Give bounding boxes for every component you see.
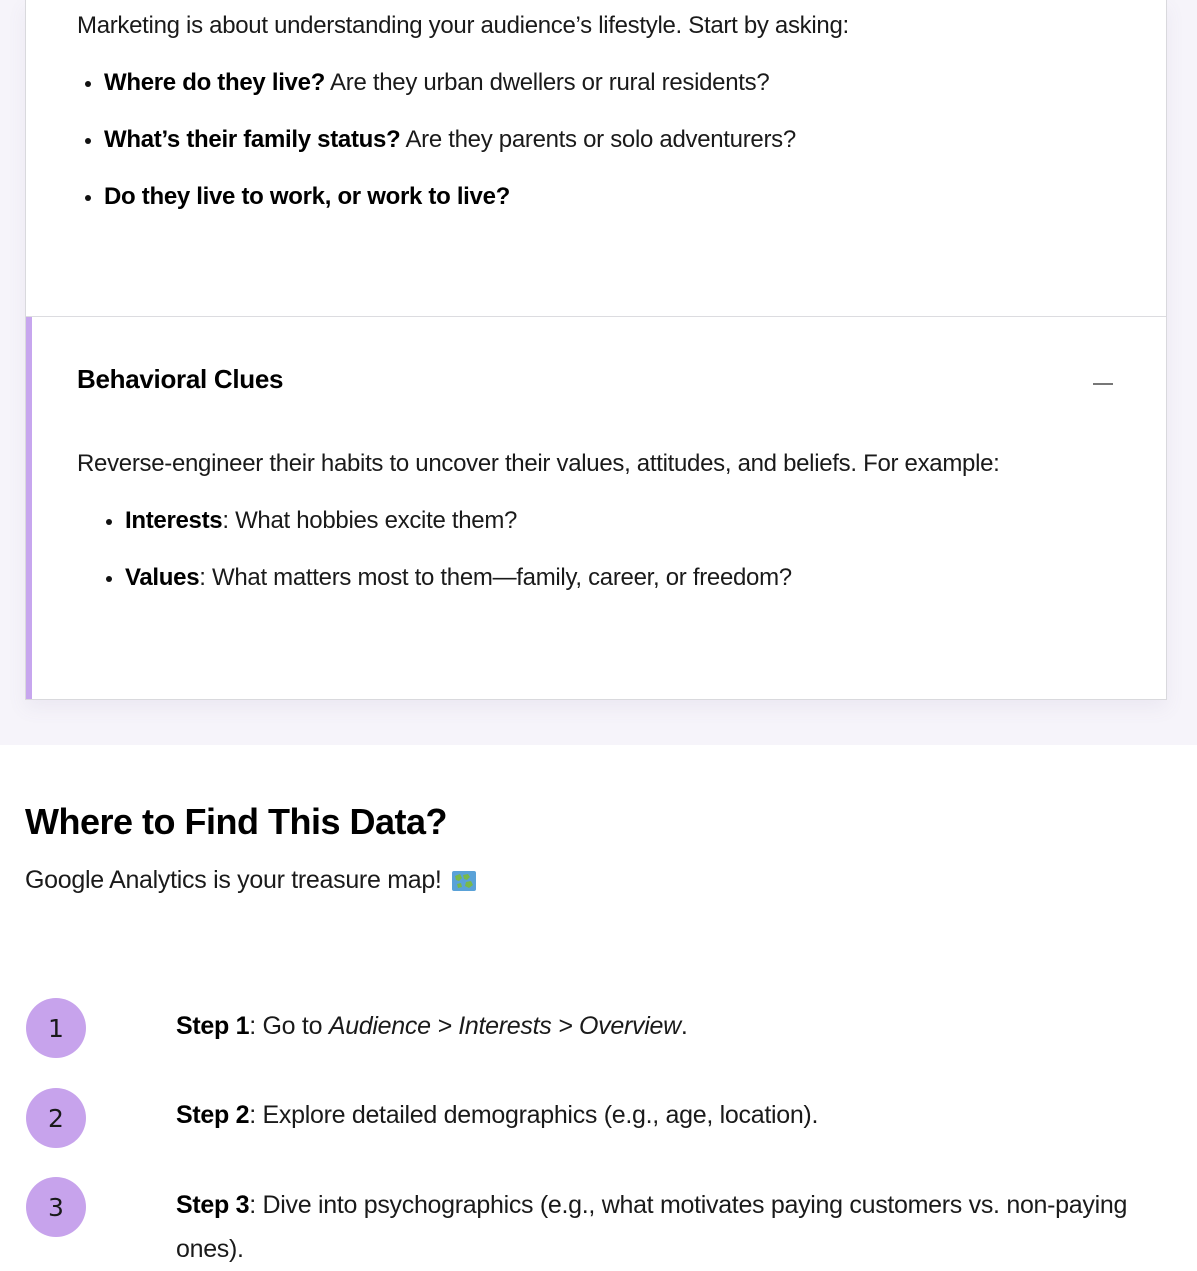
step-label: Step 1 <box>176 1012 250 1040</box>
list-item-text: Are they parents or solo adventurers? <box>400 126 796 153</box>
step-number: 1 <box>26 998 86 1058</box>
list-item <box>104 183 510 211</box>
bullet-dot <box>106 519 112 525</box>
collapse-toggle[interactable] <box>1085 372 1121 396</box>
step-number: 2 <box>26 1088 86 1148</box>
accordion-panel-behavioral <box>26 317 1166 699</box>
step-description: : Dive into psychographics (e.g., what motivates paying customers vs. non-paying ones). <box>176 1191 1128 1263</box>
bullet-dot <box>85 138 91 144</box>
list-item-bold: Values <box>125 564 200 591</box>
accordion-card <box>25 0 1167 700</box>
list-item-text: : What hobbies excite them? <box>222 507 518 534</box>
minus-icon <box>1093 383 1113 385</box>
bullet-dot <box>85 81 91 87</box>
list-item <box>104 126 796 154</box>
step-text <box>176 1093 1166 1137</box>
step-text <box>176 1004 1166 1048</box>
section-subtitle <box>25 866 476 895</box>
list-item <box>104 69 769 97</box>
list-item-bold: Do they live to work, or work to live? <box>104 183 511 210</box>
accordion-panel-lifestyle <box>26 0 1166 317</box>
list-item-text: : What matters most to them—family, career, or freedom? <box>199 564 792 591</box>
bullet-dot <box>85 195 91 201</box>
list-item <box>125 564 792 592</box>
step-text <box>176 1183 1166 1271</box>
step-label: Step 3 <box>176 1191 250 1219</box>
section-title: Where to Find This Data? <box>25 801 448 842</box>
step-number: 3 <box>26 1177 86 1237</box>
bullet-dot <box>106 576 112 582</box>
section-subtitle-text: Google Analytics is your treasure map! <box>25 866 442 894</box>
step-prefix: : Go to <box>249 1012 329 1040</box>
world-map-icon <box>452 869 476 889</box>
list-item-text: Are they urban dwellers or rural residents? <box>325 69 770 96</box>
list-item <box>125 507 517 535</box>
step-suffix: . <box>680 1012 688 1040</box>
behavioral-intro: Reverse-engineer their habits to uncover their values, attitudes, and beliefs. For example: <box>77 450 1000 477</box>
list-item-bold: What’s their family status? <box>104 126 401 153</box>
list-item-bold: Interests <box>125 507 223 534</box>
step-description: : Explore detailed demographics (e.g., age, location). <box>249 1101 819 1129</box>
step-path: Audience > Interests > Overview <box>328 1012 681 1040</box>
step-label: Step 2 <box>176 1101 250 1129</box>
list-item-bold: Where do they live? <box>104 69 326 96</box>
lifestyle-intro: Marketing is about understanding your audience’s lifestyle. Start by asking: <box>77 12 849 39</box>
accordion-title[interactable]: Behavioral Clues <box>77 364 284 394</box>
